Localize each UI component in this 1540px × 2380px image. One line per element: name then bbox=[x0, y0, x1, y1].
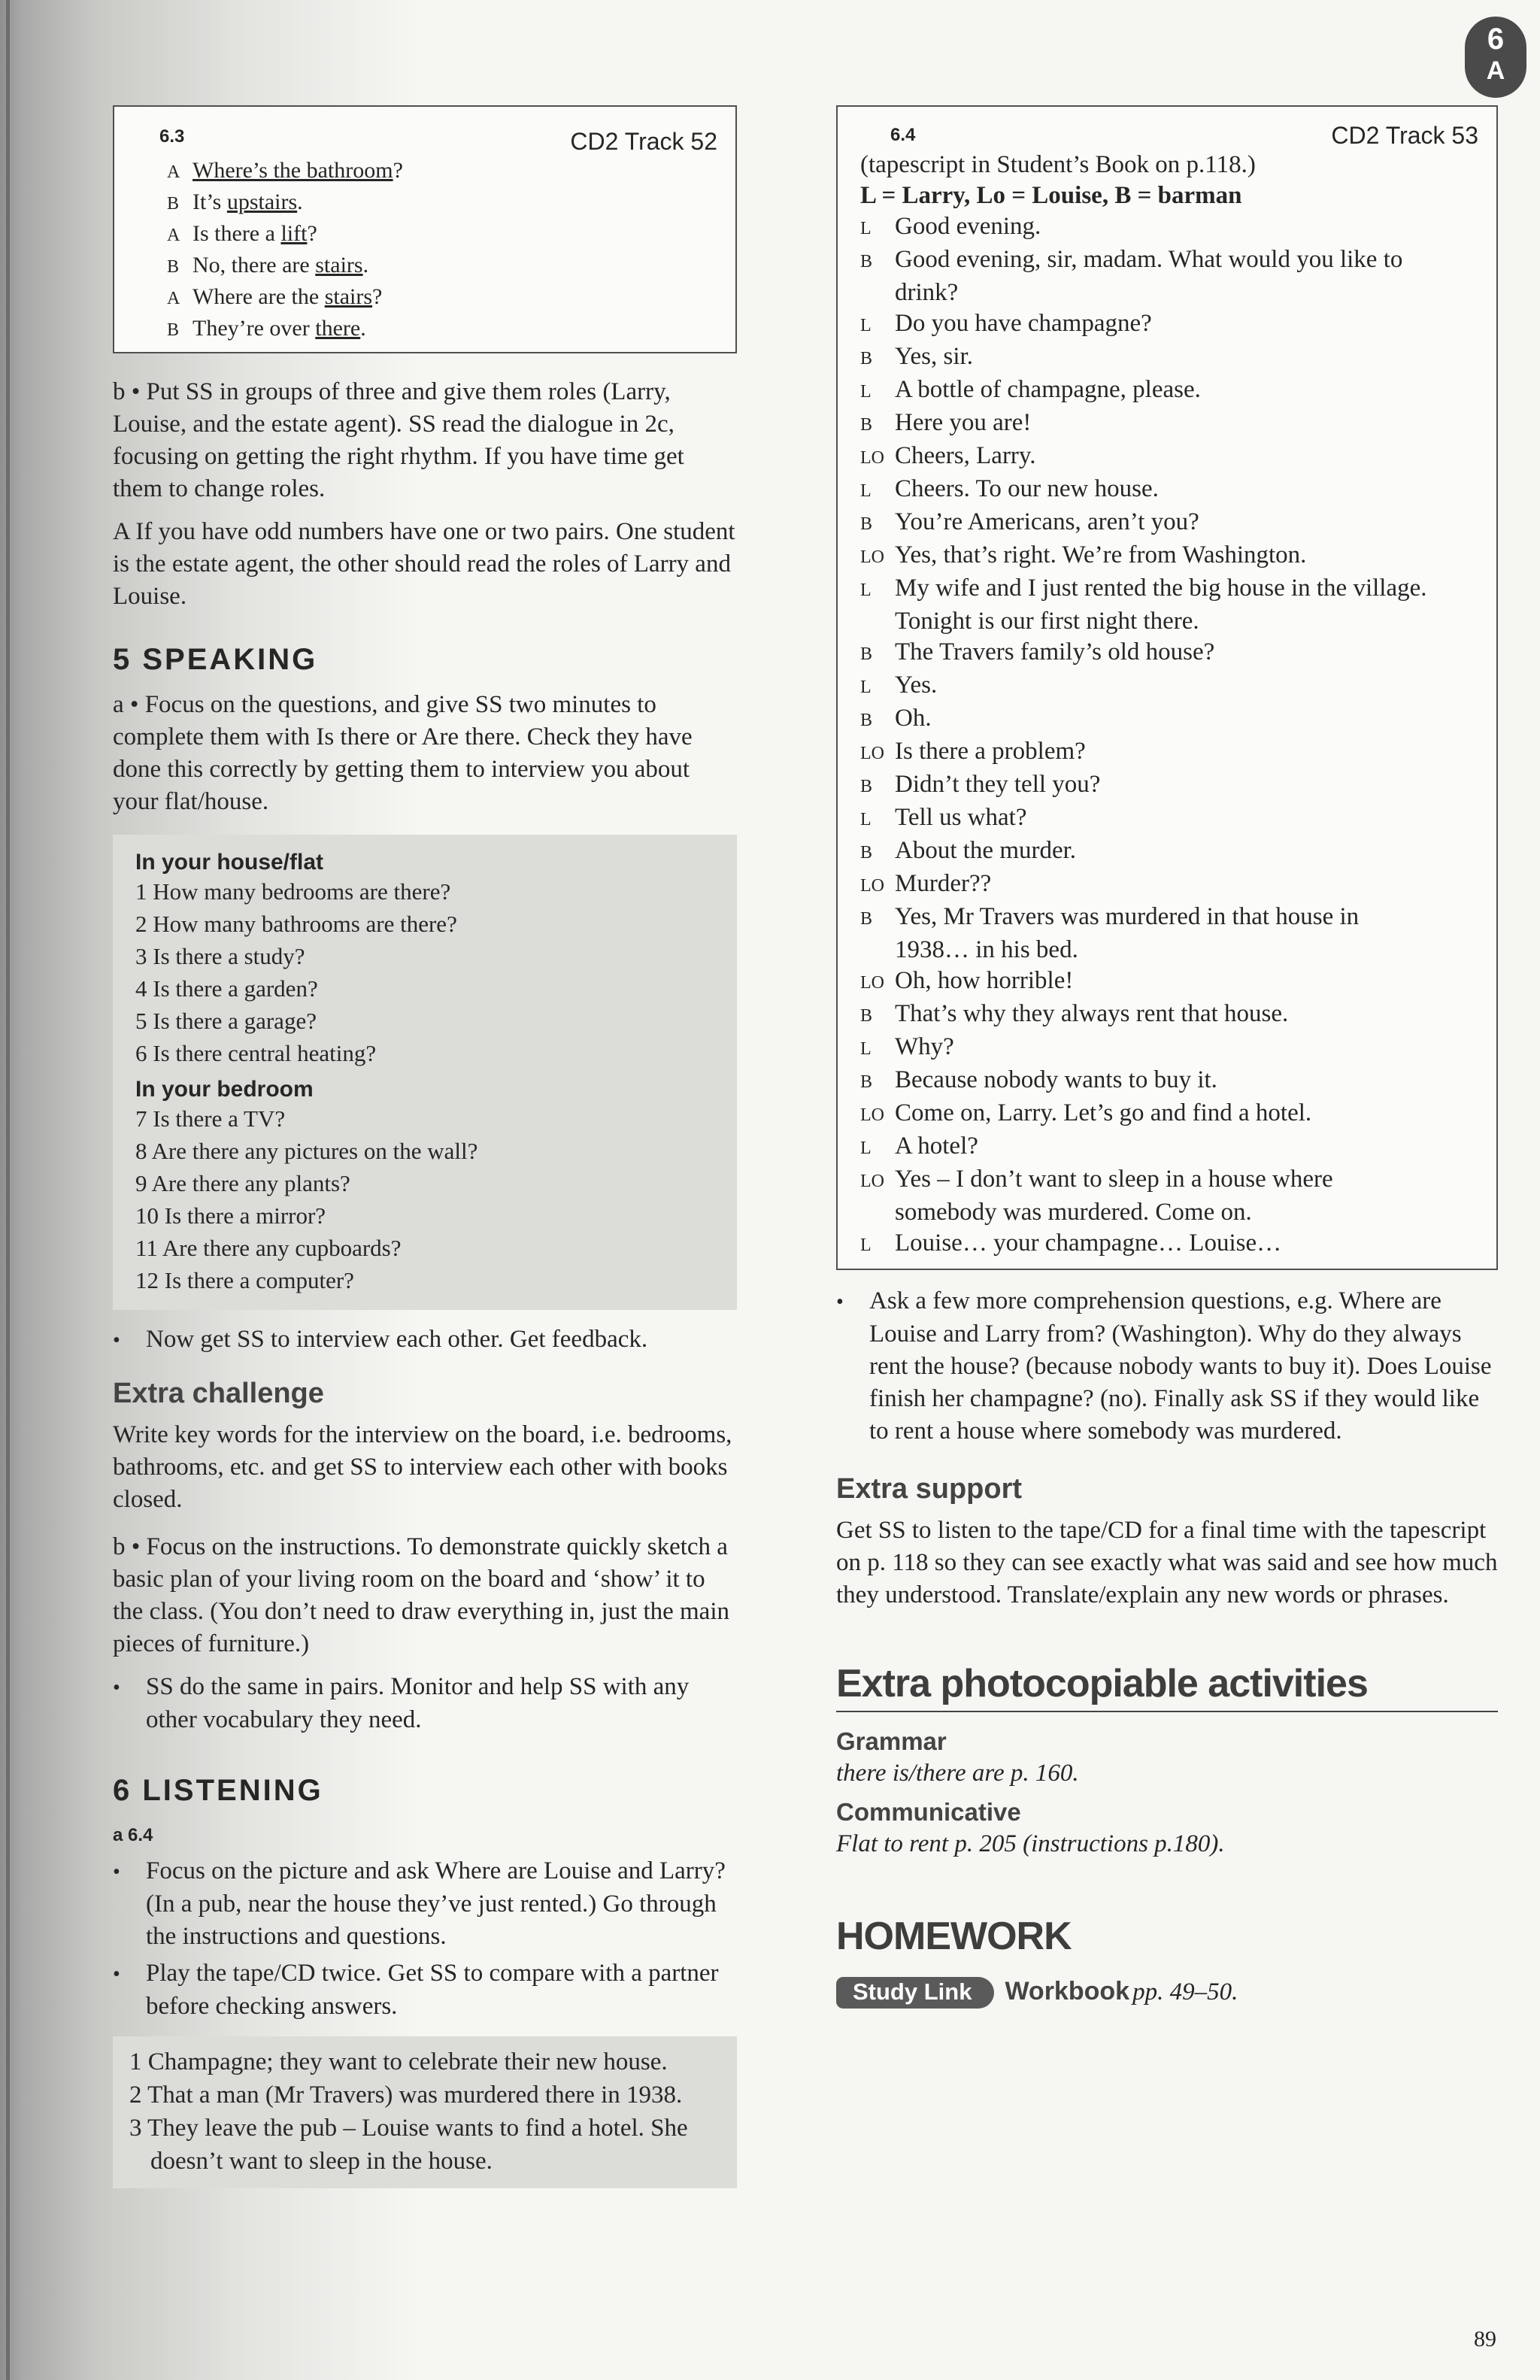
dialogue-line bbox=[860, 1032, 1478, 1065]
dialogue-line bbox=[860, 1098, 1478, 1131]
underlined-stress: stairs bbox=[315, 253, 363, 277]
question-item: 9 Are there any plants? bbox=[135, 1170, 350, 1196]
line-text: Cheers, Larry. bbox=[895, 442, 1036, 469]
dialogue-line bbox=[860, 966, 1478, 999]
answer-item: 1 Champagne; they want to celebrate their new house. bbox=[129, 2048, 668, 2075]
dialogue-line bbox=[860, 540, 1478, 573]
tapescript-note: (tapescript in Student’s Book on p.118.) bbox=[860, 151, 1256, 178]
line-text: ? bbox=[372, 284, 383, 309]
line-text: Murder?? bbox=[895, 870, 992, 897]
speaker-tag: A bbox=[167, 226, 180, 245]
speaker-tag: L bbox=[860, 678, 872, 697]
dialogue-line bbox=[860, 1164, 1478, 1197]
bullet-interview bbox=[113, 1323, 737, 1357]
line-text: That’s why they always rent that house. bbox=[895, 1000, 1289, 1027]
question-item: 11 Are there any cupboards? bbox=[135, 1235, 402, 1261]
track-label: CD2 Track 53 bbox=[1331, 122, 1478, 149]
speaker-tag: B bbox=[860, 777, 873, 796]
left-column bbox=[113, 105, 737, 2188]
panel-title-house: In your house/flat bbox=[135, 850, 324, 875]
speaker-tag: L bbox=[860, 219, 872, 238]
speaker-tag: B bbox=[860, 514, 873, 534]
bullet-text: Now get SS to interview each other. Get feedback. bbox=[146, 1326, 648, 1353]
speaker-tag: A bbox=[167, 162, 180, 182]
line-text: Yes – I don’t want to sleep in a house where bbox=[895, 1166, 1333, 1193]
dialogue-line bbox=[860, 769, 1478, 802]
line-text: Do you have champagne? bbox=[895, 310, 1152, 337]
question-item: 10 Is there a mirror? bbox=[135, 1202, 326, 1229]
dialogue-line bbox=[860, 999, 1478, 1032]
bullet-play-tape bbox=[113, 1957, 737, 2023]
dialogue-line bbox=[860, 573, 1478, 606]
underlined-stress: upstairs bbox=[226, 189, 298, 214]
page-number: 89 bbox=[1474, 2327, 1496, 2351]
question-item: 4 Is there a garden? bbox=[135, 975, 318, 1002]
speaker-tag: LO bbox=[860, 448, 884, 468]
house-questions-list bbox=[135, 875, 722, 1069]
dialogue-line bbox=[167, 187, 717, 219]
answer-item: 2 That a man (Mr Travers) was murdered there in 1938. bbox=[129, 2081, 683, 2109]
dialogue-continuation: somebody was murdered. Come on. bbox=[895, 1199, 1252, 1226]
extra-challenge-text: Write key words for the interview on the board, i.e. bedrooms, bathrooms, etc. and get SS to interview each other with books closed. bbox=[113, 1421, 732, 1513]
speaker-tag: LO bbox=[860, 744, 884, 763]
speaker-tag: LO bbox=[860, 1172, 884, 1191]
line-text: Here you are! bbox=[895, 409, 1032, 436]
grammar-reference: there is/there are p. 160. bbox=[836, 1760, 1079, 1787]
dialogue-line bbox=[860, 670, 1478, 703]
speaker-tag: B bbox=[860, 349, 873, 368]
line-text: Is there a problem? bbox=[895, 738, 1086, 765]
page-edge bbox=[6, 0, 10, 2380]
dialogue-line bbox=[167, 250, 717, 282]
bullet-dot: • bbox=[113, 1676, 120, 1699]
speaker-tag: LO bbox=[860, 973, 884, 993]
dialogue-line bbox=[860, 869, 1478, 902]
question-item: 1 How many bedrooms are there? bbox=[135, 878, 451, 905]
grammar-heading: Grammar bbox=[836, 1727, 947, 1755]
line-text: Oh. bbox=[895, 705, 932, 732]
line-text: It’s bbox=[192, 189, 227, 214]
line-text: Good evening. bbox=[895, 213, 1041, 240]
track-label: CD2 Track 52 bbox=[570, 128, 717, 155]
workbook-line bbox=[836, 1977, 1498, 2009]
homework-heading: HOMEWORK bbox=[836, 1915, 1072, 1958]
speaker-tag: B bbox=[860, 1072, 873, 1092]
section-heading-listening: 6 LISTENING bbox=[113, 1774, 323, 1807]
bullet-comprehension bbox=[836, 1285, 1498, 1448]
bullet-dot: • bbox=[836, 1290, 844, 1314]
line-text: The Travers family’s old house? bbox=[895, 638, 1215, 665]
line-text: A hotel? bbox=[895, 1132, 978, 1160]
lesson-letter: A bbox=[1486, 56, 1505, 85]
underlined-stress: lift bbox=[280, 221, 308, 246]
line-text: ? bbox=[393, 158, 403, 183]
question-item: 8 Are there any pictures on the wall? bbox=[135, 1138, 478, 1164]
answers-panel bbox=[113, 2036, 737, 2188]
speaker-tag: B bbox=[860, 1006, 873, 1026]
line-text: Tell us what? bbox=[895, 804, 1027, 831]
bullet-dot: • bbox=[113, 1860, 120, 1884]
dialogue-line bbox=[860, 637, 1478, 670]
dialogue-line bbox=[860, 1065, 1478, 1098]
line-text: Didn’t they tell you? bbox=[895, 771, 1101, 798]
line-text: You’re Americans, aren’t you? bbox=[895, 508, 1199, 535]
dialogue-line bbox=[860, 1131, 1478, 1164]
question-item: 3 Is there a study? bbox=[135, 943, 305, 969]
speaker-tag: L bbox=[860, 481, 872, 501]
speaker-tag: B bbox=[860, 415, 873, 435]
speaker-tag: L bbox=[860, 382, 872, 402]
speaker-tag: L bbox=[860, 810, 872, 829]
answer-item: 3 They leave the pub – Louise wants to find a hotel. She doesn’t want to sleep in the house. bbox=[129, 2115, 688, 2175]
dialogue-line bbox=[860, 244, 1478, 277]
bullet-dot: • bbox=[113, 1329, 120, 1352]
line-text: Yes, Mr Travers was murdered in that house in bbox=[895, 903, 1360, 930]
question-item: 6 Is there central heating? bbox=[135, 1040, 377, 1066]
speaker-tag: B bbox=[860, 711, 873, 730]
line-text: They’re over bbox=[192, 316, 316, 341]
dialogue-line bbox=[860, 507, 1478, 540]
dialogue-line bbox=[167, 314, 717, 345]
dialogue-line bbox=[860, 341, 1478, 374]
paragraph-roles: b • Put SS in groups of three and give them roles (Larry, Louise, and the estate agent). SS read the dialogue in 2c, focusing on getting the right rhythm. If you have time get them to change roles. bbox=[113, 378, 684, 502]
extra-support-text: Get SS to listen to the tape/CD for a final time with the tapescript on p. 118 so they can see exactly what was said and see how much they understood. Translate/explain any new words or phrases. bbox=[836, 1517, 1498, 1608]
questions-panel bbox=[113, 835, 737, 1310]
question-item: 2 How many bathrooms are there? bbox=[135, 911, 457, 937]
speaker-tag: LO bbox=[860, 547, 884, 567]
line-text: Yes, that’s right. We’re from Washington. bbox=[895, 541, 1307, 568]
question-item: 7 Is there a TV? bbox=[135, 1105, 286, 1132]
study-link-badge: Study Link bbox=[836, 1977, 994, 2009]
dialogue-line bbox=[167, 156, 717, 187]
unit-badge bbox=[1465, 17, 1526, 98]
tapescript-box-track52 bbox=[113, 105, 737, 353]
line-text: . bbox=[360, 316, 366, 341]
speaker-tag: L bbox=[860, 581, 872, 600]
speaker-tag: LO bbox=[860, 1105, 884, 1125]
line-text: Where are the bbox=[192, 284, 325, 309]
question-item: 5 Is there a garage? bbox=[135, 1008, 317, 1034]
speaker-tag: B bbox=[167, 320, 180, 340]
line-text: Is there a bbox=[192, 221, 281, 246]
line-text: My wife and I just rented the big house in the village. bbox=[895, 575, 1427, 602]
track-id: 6.3 bbox=[159, 126, 185, 147]
bullet-text: Play the tape/CD twice. Get SS to compare with a partner before checking answers. bbox=[146, 1960, 719, 2020]
bullet-text: SS do the same in pairs. Monitor and help SS with any other vocabulary they need. bbox=[146, 1673, 690, 1733]
dialogue-line bbox=[860, 474, 1478, 507]
line-text: A bottle of champagne, please. bbox=[895, 376, 1201, 403]
line-text: Why? bbox=[895, 1033, 954, 1060]
speaker-legend: L = Larry, Lo = Louise, B = barman bbox=[860, 182, 1242, 209]
extra-challenge-heading: Extra challenge bbox=[113, 1378, 324, 1409]
paragraph-odd-numbers: A If you have odd numbers have one or two pairs. One student is the estate agent, the other should read the roles of Larry and Louise. bbox=[113, 518, 735, 610]
communicative-reference: Flat to rent p. 205 (instructions p.180). bbox=[836, 1830, 1225, 1857]
line-text: Good evening, sir, madam. What would you like to bbox=[895, 246, 1403, 273]
line-text: Come on, Larry. Let’s go and find a hotel. bbox=[895, 1099, 1312, 1126]
dialogue-line bbox=[860, 835, 1478, 869]
dialogue-line bbox=[860, 1228, 1478, 1261]
listening-track-ref: a 6.4 bbox=[113, 1825, 153, 1845]
extra-support-heading: Extra support bbox=[836, 1473, 1023, 1505]
underlined-stress: Where’s the bathroom bbox=[192, 158, 393, 183]
underlined-stress: there bbox=[315, 316, 361, 341]
dialogue-continuation: 1938… in his bed. bbox=[895, 936, 1078, 963]
photocopiable-heading: Extra photocopiable activities bbox=[836, 1661, 1498, 1712]
workbook-label: Workbook bbox=[1005, 1977, 1130, 2006]
speaking-instruction-a: a • Focus on the questions, and give SS two minutes to complete them with Is there or Are there. Check they have done this correctly by getting them to interview you about your flat/house. bbox=[113, 691, 693, 815]
right-column bbox=[836, 105, 1498, 2009]
speaker-tag: L bbox=[860, 1039, 872, 1059]
line-text: About the murder. bbox=[895, 837, 1077, 864]
dialogue-line bbox=[860, 802, 1478, 835]
speaker-tag: B bbox=[860, 909, 873, 929]
bullet-text: Focus on the picture and ask Where are Louise and Larry? (In a pub, near the house they’ve just rented.) Go through the instructions and questions. bbox=[146, 1857, 726, 1950]
line-text: Oh, how horrible! bbox=[895, 967, 1074, 994]
bullet-text: Ask a few more comprehension questions, e.g. Where are Louise and Larry from? (Washington). Why do they always rent the house? (because nobody wants to buy it). Does Louise finish her champagne? (no). Finally ask SS if they would like to rent a house where somebody was murdered. bbox=[869, 1287, 1492, 1445]
speaker-tag: LO bbox=[860, 876, 884, 896]
line-text: ? bbox=[307, 221, 317, 246]
dialogue-line bbox=[860, 308, 1478, 341]
dialogue-continuation: Tonight is our first night there. bbox=[895, 608, 1199, 635]
dialogue-line bbox=[860, 408, 1478, 441]
bullet-focus-picture bbox=[113, 1855, 737, 1953]
speaker-tag: L bbox=[860, 316, 872, 335]
speaker-tag: L bbox=[860, 1138, 872, 1158]
communicative-heading: Communicative bbox=[836, 1798, 1021, 1826]
line-text: Louise… your champagne… Louise… bbox=[895, 1229, 1282, 1257]
bullet-dot: • bbox=[113, 1963, 120, 1986]
dialogue-line bbox=[860, 374, 1478, 408]
speaker-tag: B bbox=[167, 194, 180, 214]
speaking-instruction-b: b • Focus on the instructions. To demonstrate quickly sketch a basic plan of your living room on the board and ‘show’ it to the class. (You don’t need to draw everything in, just the main pieces of furniture.) bbox=[113, 1533, 729, 1657]
dialogue-line bbox=[860, 736, 1478, 769]
line-text: . bbox=[362, 253, 369, 277]
line-text: Yes. bbox=[895, 672, 938, 699]
speaker-tag: B bbox=[860, 644, 873, 664]
dialogue-lines bbox=[860, 211, 1478, 1261]
dialogue-line bbox=[167, 219, 717, 250]
unit-number: 6 bbox=[1487, 23, 1505, 56]
tapescript-box-track53 bbox=[836, 105, 1498, 1270]
speaker-tag: B bbox=[860, 252, 873, 271]
line-text: No, there are bbox=[192, 253, 316, 277]
speaker-tag: L bbox=[860, 1235, 872, 1255]
workbook-pages: pp. 49–50. bbox=[1132, 1978, 1238, 2006]
dialogue-line bbox=[167, 282, 717, 314]
dialogue-line bbox=[860, 902, 1478, 935]
dialogue-continuation: drink? bbox=[895, 279, 959, 306]
speaker-tag: B bbox=[167, 257, 180, 277]
question-item: 12 Is there a computer? bbox=[135, 1267, 354, 1293]
dialogue-line bbox=[860, 703, 1478, 736]
section-heading-speaking: 5 SPEAKING bbox=[113, 643, 318, 676]
dialogue-line bbox=[860, 211, 1478, 244]
line-text: . bbox=[297, 189, 303, 214]
line-text: Because nobody wants to buy it. bbox=[895, 1066, 1217, 1093]
line-text: Yes, sir. bbox=[895, 343, 973, 370]
speaker-tag: B bbox=[860, 843, 873, 863]
dialogue-lines bbox=[167, 156, 717, 345]
speaker-tag: A bbox=[167, 289, 180, 308]
underlined-stress: stairs bbox=[324, 284, 373, 309]
track-id: 6.4 bbox=[890, 125, 916, 145]
line-text: Cheers. To our new house. bbox=[895, 475, 1159, 502]
answers-list bbox=[129, 2045, 725, 2178]
dialogue-line bbox=[860, 441, 1478, 474]
bedroom-questions-list bbox=[135, 1102, 722, 1296]
panel-title-bedroom: In your bedroom bbox=[135, 1077, 314, 1102]
bullet-pairs bbox=[113, 1671, 737, 1736]
